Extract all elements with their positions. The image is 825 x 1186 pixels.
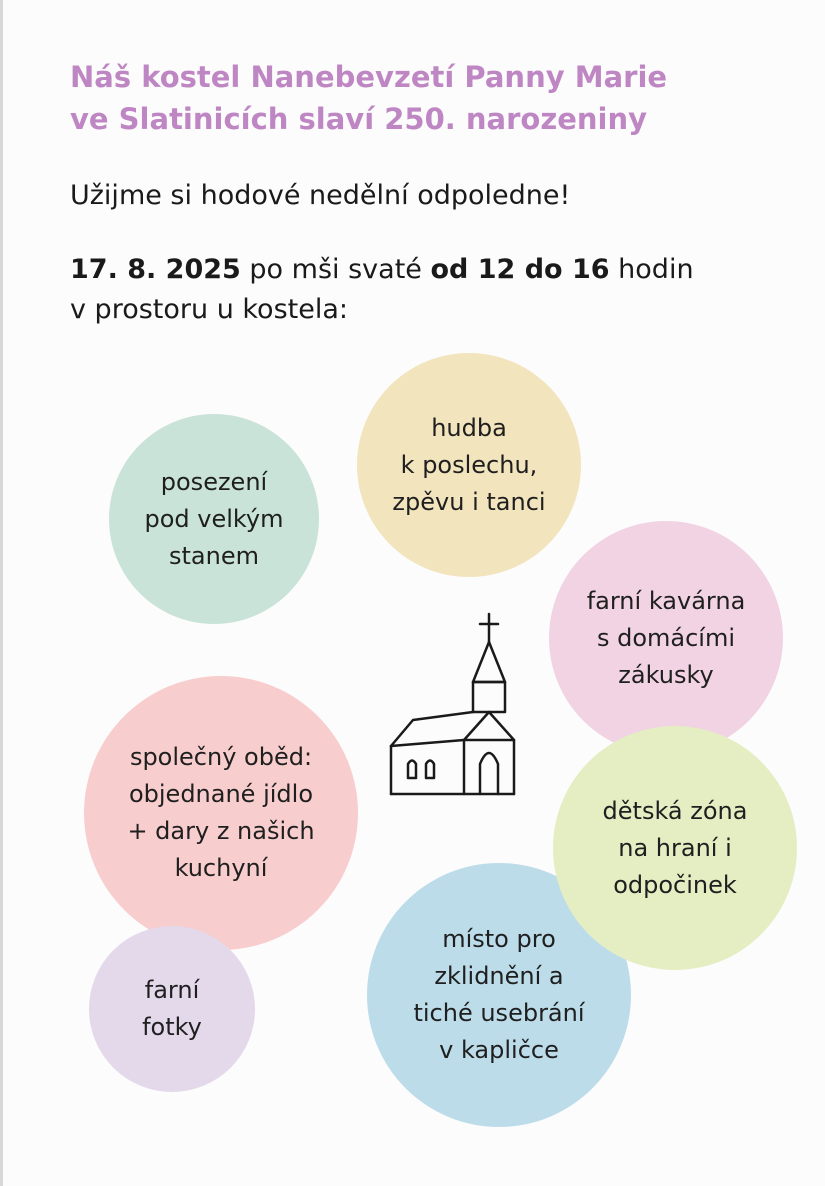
page-edge [0, 0, 3, 1186]
bubble-line: dětská zóna [602, 796, 748, 825]
bubble-seating [109, 414, 319, 624]
page-title [70, 56, 770, 140]
bubble-line: zklidnění a [434, 962, 564, 990]
bubble-line: farní kavárna [586, 586, 746, 615]
event-datetime [70, 250, 694, 330]
bubble-line: fotky [142, 1013, 202, 1041]
bubble-lunch [84, 676, 358, 950]
bubble-cafe [549, 521, 783, 755]
bubble-photos [89, 926, 255, 1092]
bubble-line: na hraní i [618, 833, 732, 862]
event-after-time: hodin [609, 254, 694, 285]
bubble-line: hudba [431, 413, 507, 442]
bubble-line: posezení [160, 467, 268, 496]
bubble-line: stanem [169, 541, 259, 570]
bubble-line: v kapličce [439, 1036, 559, 1064]
bubble-line: pod velkým [144, 504, 284, 533]
bubble-line: s domácími [596, 623, 736, 652]
event-after-date: po mši svaté [240, 254, 431, 285]
bubble-line: farní [144, 976, 200, 1004]
bubble-line: zpěvu i tanci [392, 487, 546, 516]
subtitle: Užijme si hodové nedělní odpoledne! [70, 180, 571, 211]
bubble-music [357, 353, 581, 577]
bubble-line: k poslechu, [400, 450, 538, 479]
bubble-line: objednané jídlo [128, 780, 313, 808]
bubble-line: tiché usebrání [413, 999, 585, 1027]
church-icon [388, 612, 528, 797]
bubble-line: odpočinek [613, 870, 737, 899]
bubble-line: místo pro [442, 925, 556, 953]
title-line-2: ve Slatinicích slaví 250. narozeniny [70, 102, 647, 136]
bubble-kids [553, 726, 797, 970]
bubble-line: + dary z našich [127, 817, 315, 845]
event-location: v prostoru u kostela: [70, 294, 348, 325]
event-time: od 12 do 16 [430, 254, 610, 285]
bubble-line: zákusky [618, 660, 714, 689]
bubble-line: kuchyní [174, 854, 268, 882]
title-line-1: Náš kostel Nanebevzetí Panny Marie [70, 60, 668, 94]
bubble-line: společný oběd: [129, 743, 313, 771]
event-date: 17. 8. 2025 [70, 254, 241, 285]
